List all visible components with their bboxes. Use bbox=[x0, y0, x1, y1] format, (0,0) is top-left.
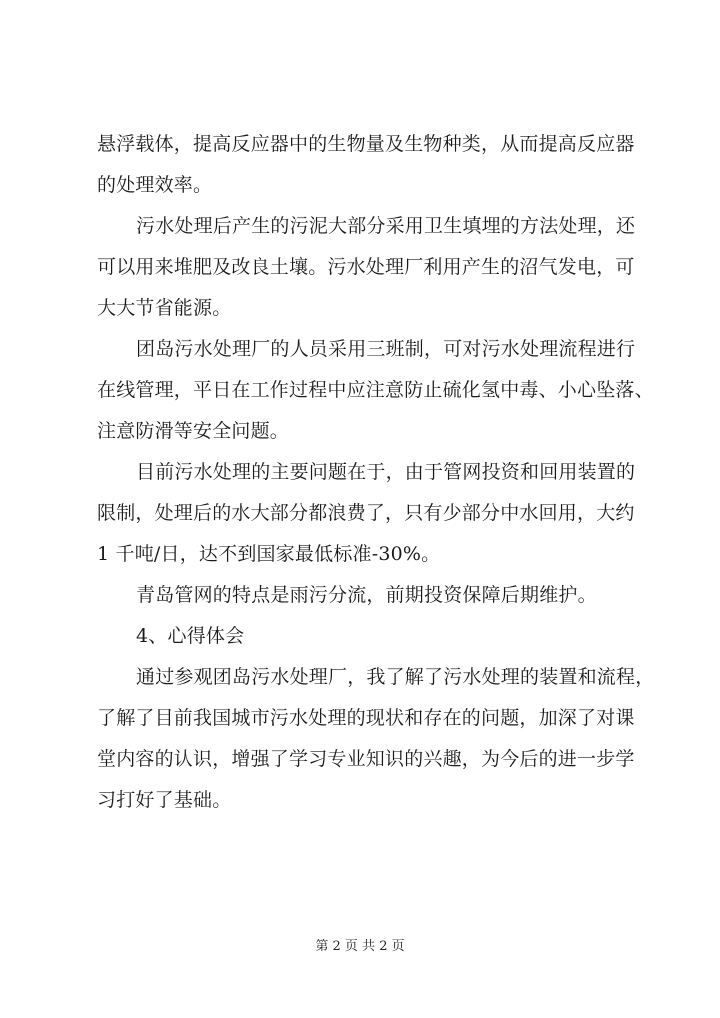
text-line: 习打好了基础。 bbox=[97, 789, 232, 811]
text-line: 了解了目前我国城市污水处理的现状和存在的问题，加深了对课 bbox=[97, 707, 635, 729]
text-line: 在线管理，平日在工作过程中应注意防止硫化氢中毒、小心坠落、 bbox=[97, 379, 654, 401]
paragraph-first-line: 青岛管网的特点是雨污分流，前期投资保障后期维护。 bbox=[136, 584, 597, 606]
text-line: 悬浮载体，提高反应器中的生物量及生物种类，从而提高反应器 bbox=[97, 133, 635, 155]
page-footer: 第 2 页 共 2 页 bbox=[315, 939, 405, 954]
text-line: 可以用来堆肥及改良土壤。污水处理厂利用产生的沼气发电，可 bbox=[97, 256, 635, 278]
text-line: 的处理效率。 bbox=[97, 174, 213, 196]
paragraph-first-line: 污水处理后产生的污泥大部分采用卫生填埋的方法处理，还 bbox=[136, 215, 636, 237]
paragraph-first-line: 目前污水处理的主要问题在于，由于管网投资和回用装置的 bbox=[136, 461, 636, 483]
text-line: 限制，处理后的水大部分都浪费了，只有少部分中水回用，大约 bbox=[97, 502, 635, 524]
text-line: 注意防滑等安全问题。 bbox=[97, 420, 290, 442]
paragraph-first-line: 团岛污水处理厂的人员采用三班制，可对污水处理流程进行 bbox=[136, 338, 636, 360]
text-line: 1 千吨/日，达不到国家最低标准-30%。 bbox=[97, 543, 441, 565]
section-heading: 4、心得体会 bbox=[136, 625, 245, 647]
text-line: 大大节省能源。 bbox=[97, 297, 232, 319]
text-line: 堂内容的认识，增强了学习专业知识的兴趣，为今后的进一步学 bbox=[97, 748, 635, 770]
paragraph-first-line: 通过参观团岛污水处理厂，我了解了污水处理的装置和流程， bbox=[136, 666, 655, 688]
